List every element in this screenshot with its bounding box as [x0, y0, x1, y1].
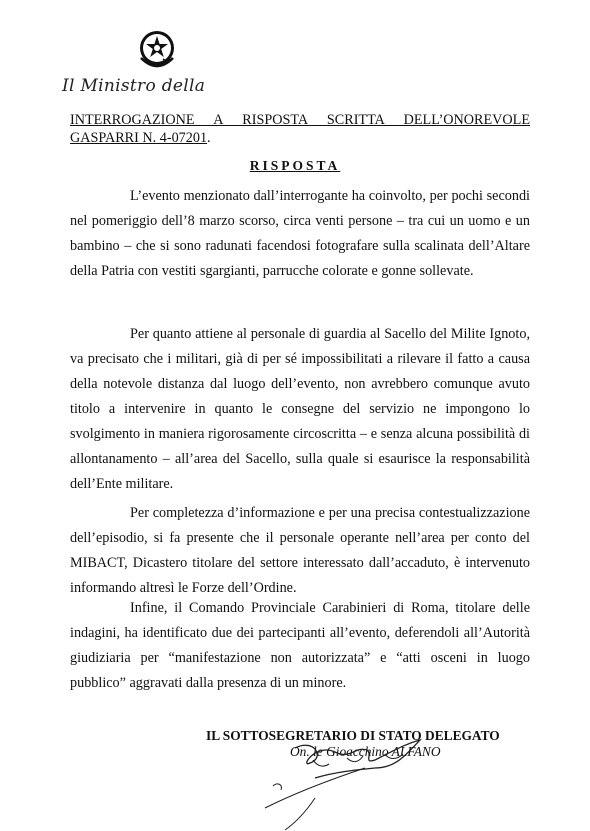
response-heading: RISPOSTA: [249, 158, 341, 173]
paragraph-2: Per quanto attiene al personale di guardia al Sacello del Milite Ignoto, va precisato che i militari, già di per sé impossibilitati a rilevare il fatto a causa della notevole distanza dal luogo dell’evento, non avrebbero comunque avuto titolo a intervenire in quanto le consegne del servizio ne impongono lo svolgimento in maniera rigorosamente circoscritta – e senza alcuna possibilità di allontanamento – all’area del Sacello, sulla quale si esaurisce la responsabilità dell’Ente militare.: [70, 326, 530, 492]
subject-reference: GASPARRI N. 4-07201: [70, 130, 208, 146]
subject-line-2: [70, 129, 530, 147]
signer-title: IL SOTTOSEGRETARIO DI STATO DELEGATO: [206, 728, 500, 743]
paragraph-1: L’evento menzionato dall’interrogante ha coinvolto, per pochi secondi nel pomeriggio dell’8 marzo scorso, circa venti persone – tra cui un uomo e un bambino – che si sono radunati facendosi fotografare sulla scalinata dell’Altare della Patria con vestiti sgargianti, parrucche colorate e gonne sollevate.: [70, 188, 530, 279]
subject-line: [70, 111, 530, 147]
subject-reference-tail: .: [207, 130, 211, 146]
ministry-heading: Il Ministro della: [62, 76, 206, 96]
signer-name: On. le Gioacchino ALFANO: [290, 744, 441, 759]
italian-republic-emblem-icon: [136, 28, 178, 72]
paragraph-3: Per completezza d’informazione e per una precisa contestualizzazione dell’episodio, si fa presente che il personale operante nell’area per conto del MIBACT, Dicastero titolare del settore interessato dall’accaduto, è intervenuto informando altresì le Forze dell’Ordine.: [70, 505, 530, 596]
subject-line-1: INTERROGAZIONE A RISPOSTA SCRITTA DELL’ONOREVOLE: [70, 112, 530, 128]
handwritten-signature: [255, 738, 485, 831]
paragraph-4: Infine, il Comando Provinciale Carabinieri di Roma, titolare delle indagini, ha identificato due dei partecipanti all’evento, deferendoli all’Autorità giudiziaria per “manifestazione non autorizzata” e “atti osceni in luogo pubblico” aggravati dalla presenza di un minore.: [70, 600, 530, 691]
